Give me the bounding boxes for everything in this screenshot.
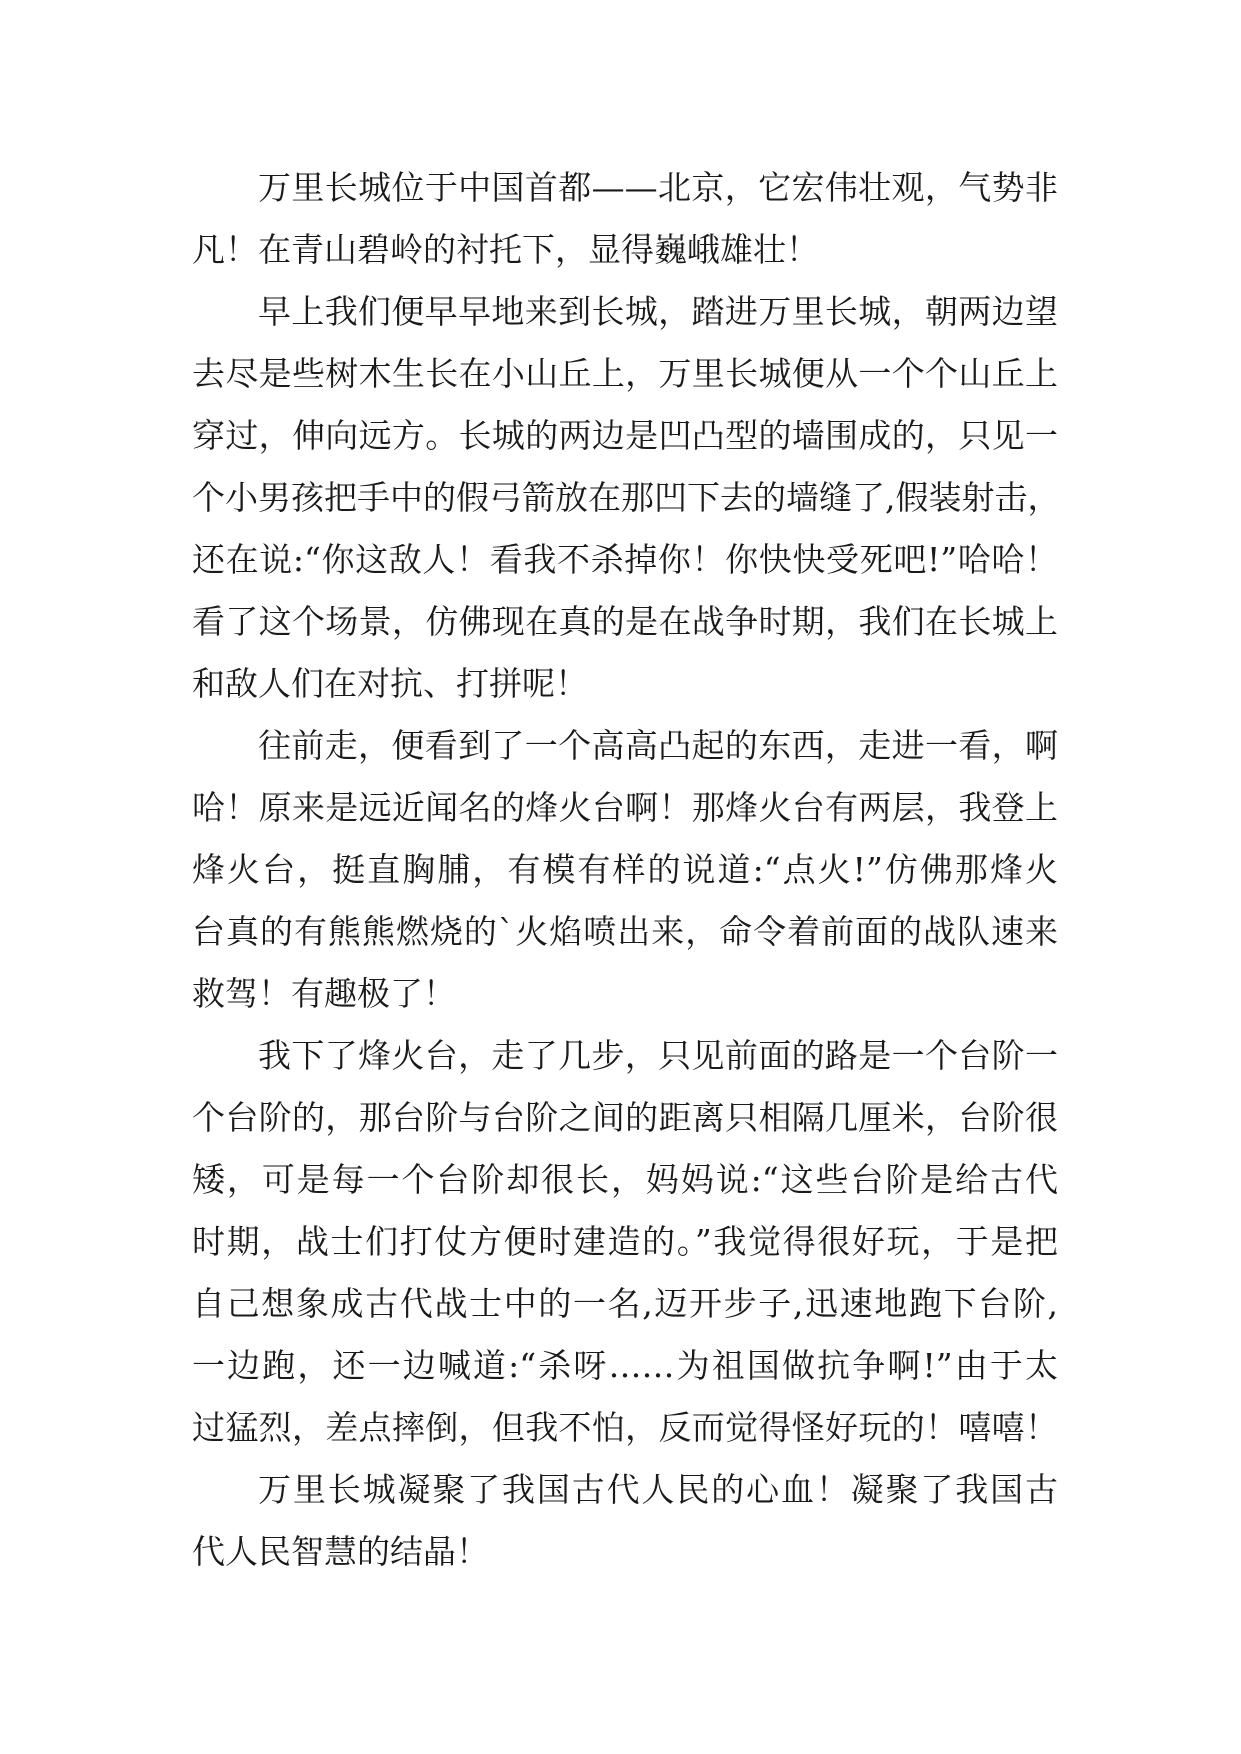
text-line: 还在说:“你这敌人！看我不杀掉你！你快快受死吧!”哈哈！ xyxy=(192,540,1058,579)
text-line: 万里长城凝聚了我国古代人民的心血！凝聚了我国古 xyxy=(258,1470,1058,1509)
text-line: 去尽是些树木生长在小山丘上，万里长城便从一个个山丘上 xyxy=(192,354,1058,393)
paragraph-beacon-tower xyxy=(192,715,1058,1025)
text-line: 万里长城位于中国首都——北京，它宏伟壮观，气势非 xyxy=(258,168,1058,207)
text-line: 烽火台，挺直胸脯，有模有样的说道:“点火!”仿佛那烽火 xyxy=(192,850,1058,889)
text-line: 看了这个场景，仿佛现在真的是在战争时期，我们在长城上 xyxy=(192,602,1058,641)
paragraph-intro xyxy=(192,157,1058,281)
paragraph-steps xyxy=(192,1025,1058,1459)
text-line: 和敌人们在对抗、打拼呢！ xyxy=(192,664,588,703)
paragraph-conclusion xyxy=(192,1459,1058,1583)
text-line: 矮，可是每一个台阶却很长，妈妈说:“这些台阶是给古代 xyxy=(192,1160,1058,1199)
paragraph-morning xyxy=(192,281,1061,715)
text-line: 时期，战士们打仗方便时建造的。”我觉得很好玩，于是把 xyxy=(192,1222,1058,1261)
text-line: 早上我们便早早地来到长城，踏进万里长城，朝两边望 xyxy=(258,292,1058,331)
text-line: 我下了烽火台，走了几步，只见前面的路是一个台阶一 xyxy=(258,1036,1058,1075)
essay-body xyxy=(192,157,1061,1583)
text-line: 救驾！有趣极了！ xyxy=(192,974,456,1013)
text-line: 个台阶的，那台阶与台阶之间的距离只相隔几厘米，台阶很 xyxy=(192,1098,1058,1137)
text-line: 哈！原来是远近闻名的烽火台啊！那烽火台有两层，我登上 xyxy=(192,788,1058,827)
text-line: 穿过，伸向远方。长城的两边是凹凸型的墙围成的，只见一 xyxy=(192,416,1058,455)
text-line: 台真的有熊熊燃烧的`火焰喷出来，命令着前面的战队速来 xyxy=(192,912,1058,951)
text-line: 个小男孩把手中的假弓箭放在那凹下去的墙缝了,假装射击， xyxy=(192,478,1061,517)
text-line: 过猛烈，差点摔倒，但我不怕，反而觉得怪好玩的！嘻嘻！ xyxy=(192,1408,1058,1447)
text-line: 往前走，便看到了一个高高凸起的东西，走进一看，啊 xyxy=(258,726,1058,765)
text-line: 一边跑，还一边喊道:“杀呀……为祖国做抗争啊!”由于太 xyxy=(192,1346,1058,1385)
text-line: 凡！在青山碧岭的衬托下，显得巍峨雄壮！ xyxy=(192,230,819,269)
text-line: 自己想象成古代战士中的一名,迈开步子,迅速地跑下台阶, xyxy=(192,1284,1058,1323)
text-line: 代人民智慧的结晶！ xyxy=(192,1532,489,1571)
